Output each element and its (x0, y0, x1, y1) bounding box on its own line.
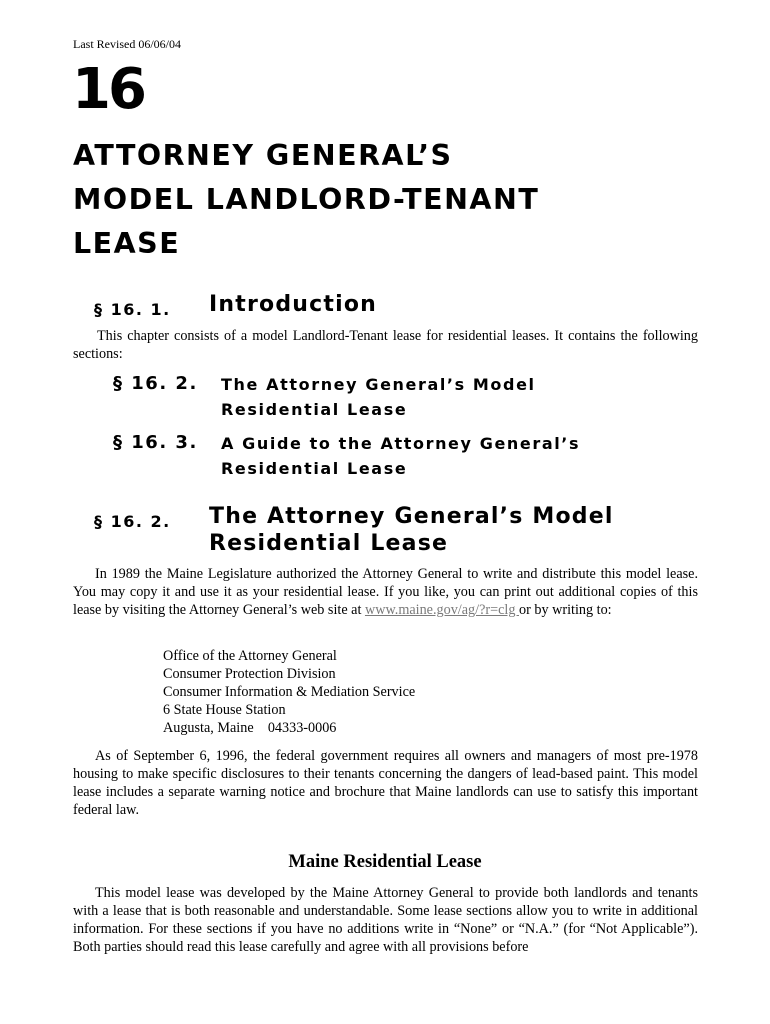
website-link[interactable]: www.maine.gov/ag/?r=clg (364, 602, 519, 618)
address-line: Augusta, Maine 04333-0006 (163, 720, 337, 736)
model-lease-paragraph (73, 565, 698, 619)
last-revised-date: Last Revised 06/06/04 (73, 37, 181, 51)
section-title: Introduction (209, 292, 378, 317)
chapter-title-line: LEASE (73, 227, 181, 260)
section-heading-introduction (94, 291, 694, 321)
lease-subheading: Maine Residential Lease (288, 852, 482, 872)
mailing-address (163, 647, 415, 737)
address-line: Consumer Information & Mediation Service (163, 684, 416, 700)
toc-section-number: § 16. 3. (113, 432, 198, 453)
chapter-title-line: ATTORNEY GENERAL’S (73, 139, 453, 172)
section-title-line: The Attorney General’s Model (209, 504, 614, 529)
chapter-title (73, 134, 713, 266)
section-title-line: Residential Lease (209, 531, 449, 556)
chapter-number: 16 (72, 57, 144, 122)
lease-intro-paragraph: This model lease was developed by the Maine Attorney General to provide both landlords and tenants with a lease that is both reasonable and understandable. Some lease sections allow you to write in additional information. For these sections if you have no additions write in “None” or “N.A.” (for “Not Applicable”). Both parties should read this lease carefully and agree with all provisions before (73, 885, 698, 955)
paragraph-text: In 1989 the Maine Legislature authorized the Attorney General to write and distribute this model lease. You may copy it and use it as your residential lease. If you like, you can print out additional copies of this lease by visiting the Attorney General’s web site at (73, 566, 698, 618)
address-line: 6 State House Station (163, 702, 286, 718)
lead-paint-paragraph: As of September 6, 1996, the federal government requires all owners and managers of most pre-1978 housing to make specific disclosures to their tenants concerning the dangers of lead-based paint. This model lease includes a separate warning notice and brochure that Maine landlords can use to satisfy this important federal law. (73, 748, 698, 818)
toc-title-line: Residential Lease (221, 400, 408, 419)
toc-title-line: The Attorney General’s Model (221, 375, 536, 394)
section-heading-model-lease (94, 503, 694, 559)
toc-title-line: A Guide to the Attorney General’s (221, 434, 581, 453)
paragraph-text: or by writing to: (519, 602, 612, 618)
toc-section-number: § 16. 2. (113, 373, 198, 394)
section-number: § 16. 2. (94, 512, 171, 531)
intro-paragraph: This chapter consists of a model Landlord-Tenant lease for residential leases. It contains the following sections: (73, 328, 698, 362)
address-line: Consumer Protection Division (163, 666, 336, 682)
toc-entry (113, 372, 673, 422)
chapter-title-line: MODEL LANDLORD-TENANT (73, 183, 540, 216)
toc-entry (113, 431, 673, 481)
section-number: § 16. 1. (94, 300, 171, 319)
address-line: Office of the Attorney General (163, 648, 337, 664)
toc-title-line: Residential Lease (221, 459, 408, 478)
